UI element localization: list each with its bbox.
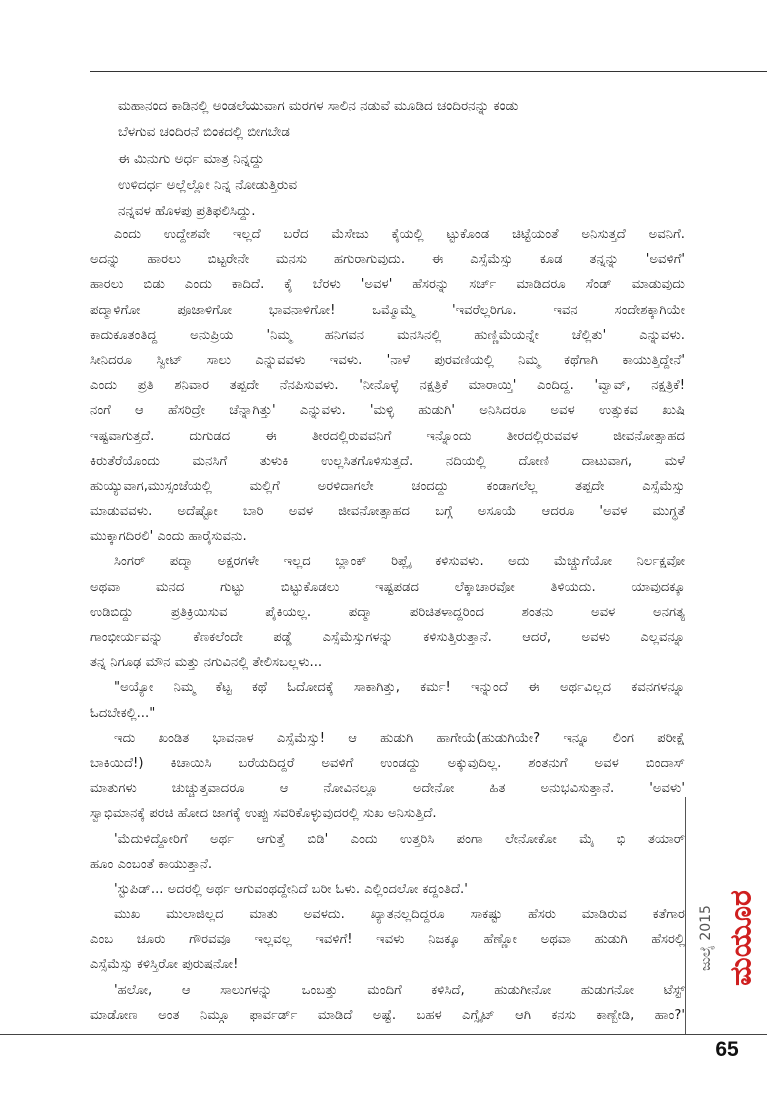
text-line: ಮಾಡೋಣ ಅಂತ ನಿಮ್ಗೂ ಫಾರ್ವರ್ಡ್ ಮಾಡಿದೆ ಅಷ್ಟೆ. ಬಹಳ ಎಗ್ಸೈಟ್ ಆಗಿ ಕನಸು ಕಾಣ್ಬೇಡಿ, ಹಾಂ?' — [90, 1007, 685, 1023]
text-line: "ಅಯ್ಯೋ ನಿಮ್ಮ ಕೆಟ್ಟ ಕಥೆ ಓದೋದಕ್ಕೆ ಸಾಕಾಗಿತ್ತು, ಕರ್ಮ! ಇನ್ನುಂದೆ ಈ ಅರ್ಥವಿಲ್ಲದ ಕವನಗಳನ್ನೂ — [114, 680, 685, 696]
text-line: ಅಥವಾ ಮನದ ಗುಟ್ಟು ಬಿಟ್ಟುಕೊಡಲು ಇಷ್ಟಪಡದ ಲೆಕ್ಕಾಚಾರವೋ ತಿಳಿಯದು. ಯಾವುದಕ್ಕೂ — [90, 579, 685, 595]
text-line: 'ಹಲೋ, ಆ ಸಾಲುಗಳನ್ನು ಒಂಬತ್ತು ಮಂದಿಗೆ ಕಳಿಸಿದೆ, ಹುಡುಗೀನೋ ಹುಡುಗನೋ ಟೆಸ್ಟ್ — [114, 982, 685, 998]
poem-line: ಮಹಾನಂದ ಕಾಡಿನಲ್ಲಿ ಅಂಡಲೆಯುವಾಗ ಮರಗಳ ಸಾಲಿನ ನಡುವೆ ಮೂಡಿದ ಚಂದಿರನನ್ನು ಕಂಡು — [118, 98, 519, 114]
text-line: ಇಷ್ಟವಾಗುತ್ತದೆ. ದುಗುಡದ ಈ ತೀರದಲ್ಲಿರುವವನಿಗೆ ಇನ್ನೊಂದು ತೀರದಲ್ಲಿರುವವಳ ಜೀವನೋತ್ಸಾಹದ — [90, 428, 685, 444]
poem-line: ಉಳಿದರ್ಧ ಅಲ್ಲೆಲ್ಲೋ ನಿನ್ನ ನೋಡುತ್ತಿರುವ — [118, 176, 298, 193]
poem — [118, 93, 688, 224]
header-rule — [90, 71, 767, 72]
text-line: ಅದನ್ನು ಹಾರಲು ಬಿಟ್ಟರೇನೇ ಮನಸು ಹಗುರಾಗುವುದು. ಈ ಎಸ್ಸೆಮೆಸ್ಸು ಕೂಡ ತನ್ನನ್ನು 'ಅವಳಿಗೆ' — [90, 252, 685, 268]
magazine-masthead — [691, 850, 761, 1026]
text-line: ಎಂಬ ಚೂರು ಗೌರವವೂ ಇಲ್ಲವಲ್ಲ ಇವಳಿಗೆ! ಇವಳು ನಿಜಕ್ಕೂ ಹೆಣ್ಣೋ ಅಥವಾ ಹುಡುಗಿ ಹೆಸರಲ್ಲಿ — [90, 932, 685, 948]
text-line: ಪದ್ಮಾಳಿಗೋ ಪೂಜಾಳಿಗೋ ಭಾವನಾಳಿಗೋ! ಒಮ್ಮೊಮ್ಮೆ 'ಇವರೆಲ್ಲರಿಗೂ. ಇವನ ಸಂದೇಶಕ್ಕಾಗಿಯೇ — [90, 302, 685, 318]
poem-line: ನನ್ನವಳ ಹೊಳಪು ಪ್ರತಿಫಲಿಸಿದ್ದು. — [118, 203, 256, 220]
text-line: ಸೀನಿದರೂ ಸ್ವೀಟ್ ಸಾಲು ಎನ್ನುವವಳು ಇವಳು. 'ನಾಳೆ ಪುರವಣಿಯಲ್ಲಿ ನಿಮ್ಮ ಕಥೆಗಾಗಿ ಕಾಯುತ್ತಿದ್ದೇನೆ' — [90, 352, 685, 368]
text-line: ಇದು ಖಂಡಿತ ಭಾವನಾಳ ಎಸ್ಸೆಮೆಸ್ಸು! ಆ ಹುಡುಗಿ ಹಾಗೇಯೆ(ಹುಡುಗಿಯೇ? ಇನ್ನೂ ಲಿಂಗ ಪರೀಕ್ಷೆ — [114, 730, 685, 746]
text-line: ಉಡಿಬಿದ್ದು ಪ್ರತಿಕ್ರಿಯಿಸುವ ಪೈಕಿಯಲ್ಲ. ಪದ್ಮಾ ಪರಿಚಿತಳಾದ್ದರಿಂದ ಶಂತನು ಅವಳ ಅನಗತ್ಯ — [90, 604, 685, 620]
issue-date: ಜುಲೈ 2015 — [698, 905, 714, 971]
text-line: ಓದಬೇಕಲ್ಲಿ..." — [90, 705, 156, 721]
text-line: ಕಾದುಕೂತಂತಿದ್ದ ಅನುಪ್ರಿಯ 'ನಿಮ್ಮ ಹನಿಗವನ ಮನಸಿನಲ್ಲಿ ಹುಣ್ಣಿಮೆಯನ್ನೇ ಚೆಲ್ಲಿತು' ಎನ್ನುವಳು. — [90, 327, 685, 343]
text-line: ಹಾರಲು ಬಿಡು ಎಂದು ಕಾದಿದೆ. ಕೈ ಬೆರಳು 'ಅವಳ' ಹೆಸರನ್ನು ಸರ್ಚ್ ಮಾಡಿದರೂ ಸೆಂಡ್ ಮಾಡುವುದು — [90, 277, 685, 293]
text-line: ಎಸ್ಸೆಮೆಸ್ಸು ಕಳಿಸ್ತಿರೋ ಪುರುಷನೋ! — [90, 957, 239, 973]
text-line: ಮಾಡುವವಳು. ಅದೆಷ್ಟೋ ಬಾರಿ ಅವಳ ಜೀವನೋತ್ಸಾಹದ ಬಗ್ಗೆ ಅಸೂಯೆ ಆದರೂ 'ಅವಳ ಮುಗ್ಧತೆ — [90, 504, 685, 520]
article-body — [90, 222, 685, 1028]
text-line: ಮುಕ್ಕಾಗದಿರಲಿ' ಎಂದು ಹಾರೈಸುವನು. — [90, 529, 247, 545]
text-line: ಹುಯ್ಯುವಾಗ,ಮುಸ್ಸಂಜೆಯಲ್ಲಿ ಮಲ್ಲಿಗೆ ಅರಳಿದಾಗಲೇ ಚಂದದ್ದು ಕಂಡಾಗಲೆಲ್ಲ ತಪ್ಪದೇ ಎಸ್ಸೆಮೆಸ್ಸು — [90, 478, 685, 494]
text-line: ನಂಗೆ ಆ ಹೆಸರಿದ್ರೇ ಚೆನ್ನಾಗಿತ್ತು' ಎನ್ನುವಳು. 'ಮಳ್ಳಿ ಹುಡುಗಿ' ಅನಿಸಿದರೂ ಅವಳ ಉತ್ಸುಕವ ಖುಷಿ — [90, 403, 685, 419]
text-line: ಹೂಂ ಎಂಬಂತೆ ಕಾಯುತ್ತಾನೆ. — [90, 856, 213, 872]
text-line: 'ಮೆದುಳಿದ್ದೋರಿಗೆ ಅರ್ಥ ಆಗುತ್ತೆ ಬಿಡಿ' ಎಂದು ಉತ್ತರಿಸಿ ಪಂಗಾ ಲೇನೋಕೋ ಮೈ ಭಿ ತಯಾರ್ — [114, 831, 685, 847]
text-line: ಸ್ವಾಭಿಮಾನಕ್ಕೆ ಪರಚಿ ಹೋದ ಜಾಗಕ್ಕೆ ಉಪ್ಪು ಸವರಿಕೊಳ್ಳುವುದರಲ್ಲಿ ಸುಖ ಅನಿಸುತ್ತಿದೆ. — [90, 806, 437, 822]
text-line: ಗಾಂಭೀರ್ಯವನ್ನು ಕೆಣಕಲೆಂದೇ ಪಡ್ಡೆ ಎಸ್ಸೆಮೆಸ್ಸುಗಳನ್ನು ಕಳಿಸುತ್ತಿರುತ್ತಾನೆ. ಆದರೆ, ಅವಳು ಎಲ್ಲವನ್ನೂ — [90, 630, 685, 645]
magazine-logo: ಮಯೂರ — [723, 890, 759, 986]
text-line: ತನ್ನ ನಿಗೂಢ ಮೌನ ಮತ್ತು ನಗುವಿನಲ್ಲಿ ತೇಲಿಸಬಲ್ಲಳು... — [90, 655, 323, 671]
poem-line: ಬೆಳಗುವ ಚಂದಿರನೆ ಬಿಂಕದಲ್ಲಿ ಬೀಗಬೇಡ — [118, 124, 290, 141]
footer-rule — [0, 1034, 767, 1035]
text-line: ಮುಖ ಮುಲಾಜಿಲ್ಲದ ಮಾತು ಅವಳದು. ಖ್ಯಾತನಲ್ಲದಿದ್ದರೂ ಸಾಕಷ್ಟು ಹೆಸರು ಮಾಡಿರುವ ಕತೆಗಾರ — [114, 907, 685, 923]
poem-line: ಈ ಮಿನುಗು ಅರ್ಧ ಮಾತ್ರ ನಿನ್ನದ್ದು — [118, 150, 265, 167]
page-number: 65 — [715, 1038, 739, 1061]
text-line: ಎಂದು ಪ್ರತಿ ಶನಿವಾರ ತಪ್ಪದೇ ನೆನಪಿಸುವಳು. 'ನೀನೊಳ್ಳೆ ನಕ್ಷತ್ರಿಕೆ ಮಾರಾಯ್ತಿ' ಎಂದಿದ್ದ. 'ವ್ವಾವ್, ನಕ್ಷತ್ರಿಕೆ! — [90, 378, 685, 394]
text-line: 'ಸ್ಟುಪಿಡ್... ಅದರಲ್ಲಿ ಅರ್ಥ ಆಗುವಂಥದ್ದೇನಿದೆ ಬರೀ ಓಳು. ಎಲ್ಲಿಂದಲೋ ಕದ್ದಂತಿದೆ.' — [114, 881, 468, 897]
margin-rule — [685, 797, 686, 1035]
text-line: ಮಾತುಗಳು ಚುಚ್ಚುತ್ತವಾದರೂ ಆ ನೋವಿನಲ್ಲೂ ಅದೇನೋ ಹಿತ ಅನುಭವಿಸುತ್ತಾನೆ. 'ಅವಳು' — [90, 781, 685, 797]
text-line: ಬಾಕಿಯಿದೆ!) ಕಿಚಾಯಿಸಿ ಬರೆಯದಿದ್ದರೆ ಅವಳಿಗೆ ಉಂಡದ್ದು ಅಕ್ಕುವುದಿಲ್ಲ. ಶಂತನುಗೆ ಅವಳ ಬಿಂದಾಸ್ — [90, 755, 685, 771]
text-line: ಎಂದು ಉದ್ದೇಶವೇ ಇಲ್ಲದೆ ಬರೆದ ಮೆಸೇಜು ಕೈಯಲ್ಲಿ ಟ್ಟುಕೊಂಡ ಚಿಟ್ಟೆಯಂತೆ ಅನಿಸುತ್ತದೆ ಅವನಿಗೆ. — [114, 227, 685, 242]
text-line: ಕಿರುತೆರೆಯೊಂದು ಮನಸಿಗೆ ತುಳುಕಿ ಉಲ್ಲಸಿತಗೊಳಿಸುತ್ತದೆ. ನದಿಯಲ್ಲಿ ದೋಣಿ ದಾಟುವಾಗ, ಮಳೆ — [90, 453, 685, 469]
text-line: ಸಿಂಗರ್ ಪದ್ಮಾ ಅಕ್ಷರಗಳೇ ಇಲ್ಲದ ಬ್ಲಾಂಕ್ ರಿಪ್ಲೈ ಕಳಿಸುವಳು. ಅದು ಮೆಚ್ಚುಗೆಯೋ ನಿರ್ಲಕ್ಷವೋ — [114, 554, 685, 570]
